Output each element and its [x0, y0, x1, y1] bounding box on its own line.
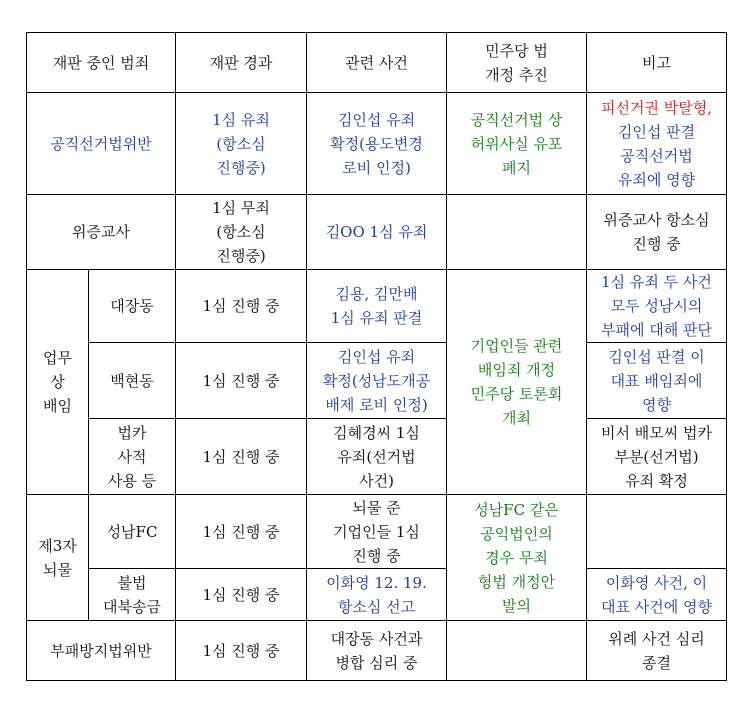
text-line: 1심 진행 중: [202, 585, 280, 604]
election-remark: [587, 93, 727, 195]
text-line: 경우 무죄: [485, 548, 548, 567]
fc-remark: [587, 495, 727, 569]
baekhyeon-remark: [587, 343, 727, 419]
text-line: 김인섭 유죄: [337, 347, 416, 366]
text-line: 진행중): [216, 158, 266, 177]
text-line: 종결: [642, 653, 671, 672]
text-line: 김인섭 판결: [617, 122, 696, 141]
card-related: [307, 419, 447, 495]
text-line: 개최: [502, 409, 531, 427]
text-line: 1심 진행 중: [202, 447, 280, 466]
nk-progress: [176, 569, 307, 621]
text-line: 부패방지법위반: [50, 641, 152, 660]
text-line: 대장동: [110, 297, 154, 315]
text-line: 김용, 김만배: [335, 285, 418, 303]
election-category: [27, 93, 176, 195]
text-line: 부분(선거법): [614, 447, 699, 466]
text-line: 대표 배임죄에: [610, 371, 703, 390]
text-line: 1심 유죄: [212, 110, 270, 129]
text-line: 관련 사건: [345, 53, 408, 72]
text-line: 김혜경씨 1심: [333, 423, 420, 442]
perjury-related: [307, 195, 447, 270]
perjury-progress: [176, 195, 307, 270]
text-line: 민주당 법: [485, 41, 548, 60]
text-line: 사용 등: [107, 471, 157, 490]
anticorruption-related: [307, 621, 447, 681]
text-line: 위증교사 항소심: [603, 211, 710, 229]
text-line: 제3자: [38, 536, 77, 555]
row-card: [27, 419, 727, 495]
text-line: 형법 개정안: [477, 572, 556, 591]
text-line: 사적: [117, 447, 147, 466]
nk-remark: [587, 569, 727, 621]
text-line: 1심 무죄: [212, 199, 270, 217]
row-daejang: [27, 270, 727, 343]
text-line: 민주당 토론회: [470, 385, 563, 403]
fc-related: [307, 495, 447, 569]
card-remark: [587, 419, 727, 495]
text-line: 기업인들 1심: [333, 522, 420, 541]
text-line: 배임죄 개정: [477, 361, 556, 379]
text-line: 유죄(선거법: [337, 447, 416, 466]
text-line: 공직선거법 상: [470, 110, 563, 129]
text-line: 성남FC: [106, 522, 158, 541]
text-line: 재판 경과: [209, 53, 273, 72]
election-progress: [176, 93, 307, 195]
text-line: 부패에 대해 판단: [601, 321, 712, 339]
election-remark-red: 피선거권 박탈형,: [601, 98, 712, 117]
text-line: 확정(성남도개공: [322, 371, 431, 390]
text-line: 성남FC 같은: [474, 500, 559, 519]
text-line: 업무: [43, 349, 72, 367]
text-line: 진행 중: [352, 546, 401, 565]
anticorruption-category: [27, 621, 176, 681]
header-remark: [587, 33, 727, 93]
baekhyeon-related: [307, 343, 447, 419]
text-line: 이화영 사건, 이: [605, 573, 708, 592]
card-progress: [176, 419, 307, 495]
election-related: [307, 93, 447, 195]
text-line: 1심 진행 중: [202, 297, 280, 315]
text-line: 허위사실 유포: [470, 134, 563, 153]
text-line: 1심 진행 중: [202, 641, 280, 660]
text-line: 로비 인정): [342, 158, 411, 177]
bribery-reform: [447, 495, 587, 621]
text-line: 1심 유죄 판결: [330, 309, 423, 327]
text-line: 위례 사건 심리: [608, 629, 705, 648]
anticorruption-reform: [447, 621, 587, 681]
perjury-category: [27, 195, 176, 270]
text-line: 기업인들 관련: [470, 337, 563, 355]
text-line: 이화영 12. 19.: [326, 573, 427, 592]
text-line: 진행 중: [632, 235, 681, 253]
text-line: 항소심 선고: [337, 597, 416, 616]
text-line: 1심 진행 중: [202, 522, 280, 541]
header-related: [307, 33, 447, 93]
text-line: 뇌물: [43, 560, 72, 579]
text-line: 영향: [642, 395, 671, 414]
text-line: 재판 중인 범죄: [52, 53, 150, 72]
text-line: (항소심: [216, 223, 266, 241]
header-crime: [27, 33, 176, 93]
daejang-progress: [176, 270, 307, 343]
election-reform: [447, 93, 587, 195]
text-line: 상: [50, 373, 65, 391]
header-progress: [176, 33, 307, 93]
text-line: 법카: [117, 423, 147, 442]
anticorruption-progress: [176, 621, 307, 681]
header-reform: [447, 33, 587, 93]
text-line: 유죄에 영향: [617, 170, 696, 189]
text-line: 위증교사: [72, 223, 130, 241]
anticorruption-remark: [587, 621, 727, 681]
nk-related: [307, 569, 447, 621]
text-line: 1심 유죄 두 사건: [601, 273, 712, 291]
breach-reform: [447, 270, 587, 495]
perjury-reform: [447, 195, 587, 270]
text-line: 김인섭 판결 이: [608, 347, 705, 366]
bribery-group: [27, 495, 89, 621]
text-line: 불법: [117, 573, 147, 592]
perjury-remark: [587, 195, 727, 270]
text-line: 사건): [359, 471, 394, 490]
text-line: 김OO 1심 유죄: [325, 223, 428, 241]
text-line: 뇌물 준: [352, 498, 401, 517]
row-nk: [27, 569, 727, 621]
card-name: [89, 419, 176, 495]
text-line: 발의: [502, 596, 531, 615]
text-line: 대장동 사건과: [330, 629, 423, 648]
daejang-remark: [587, 270, 727, 343]
breach-group: [27, 270, 89, 495]
text-line: 1심 진행 중: [202, 371, 280, 390]
row-election: [27, 93, 727, 195]
row-perjury: [27, 195, 727, 270]
text-line: 대북송금: [103, 597, 161, 616]
text-line: 대표 사건에 영향: [601, 597, 712, 616]
text-line: 비서 배모씨 법카: [601, 423, 712, 442]
text-line: 모두 성남시의: [610, 297, 703, 315]
text-line: 공익법인의: [480, 524, 553, 543]
row-fc: [27, 495, 727, 569]
daejang-name: [89, 270, 176, 343]
text-line: 백현동: [110, 371, 154, 390]
election-remark-blue: [590, 120, 723, 192]
text-line: 김인섭 유죄: [337, 110, 416, 129]
row-baekhyeon: [27, 343, 727, 419]
text-line: 공직선거법위반: [50, 134, 152, 153]
text-line: (항소심: [216, 134, 266, 153]
fc-progress: [176, 495, 307, 569]
text-line: 폐지: [502, 158, 531, 177]
text-line: 배임: [43, 397, 72, 415]
trial-summary-table: [26, 32, 727, 681]
baekhyeon-name: [89, 343, 176, 419]
baekhyeon-progress: [176, 343, 307, 419]
text-line: 병합 심리 중: [335, 653, 418, 672]
fc-name: [89, 495, 176, 569]
text-line: 배제 로비 인정): [325, 395, 428, 414]
header-row: [27, 33, 727, 93]
nk-name: [89, 569, 176, 621]
text-line: 개정 추진: [485, 65, 548, 84]
text-line: 공직선거법: [620, 146, 693, 165]
daejang-related: [307, 270, 447, 343]
text-line: 확정(용도변경: [330, 134, 423, 153]
text-line: 비고: [642, 53, 671, 72]
text-line: 유죄 확정: [625, 471, 688, 490]
row-anticorruption: [27, 621, 727, 681]
text-line: 진행중): [216, 247, 266, 265]
